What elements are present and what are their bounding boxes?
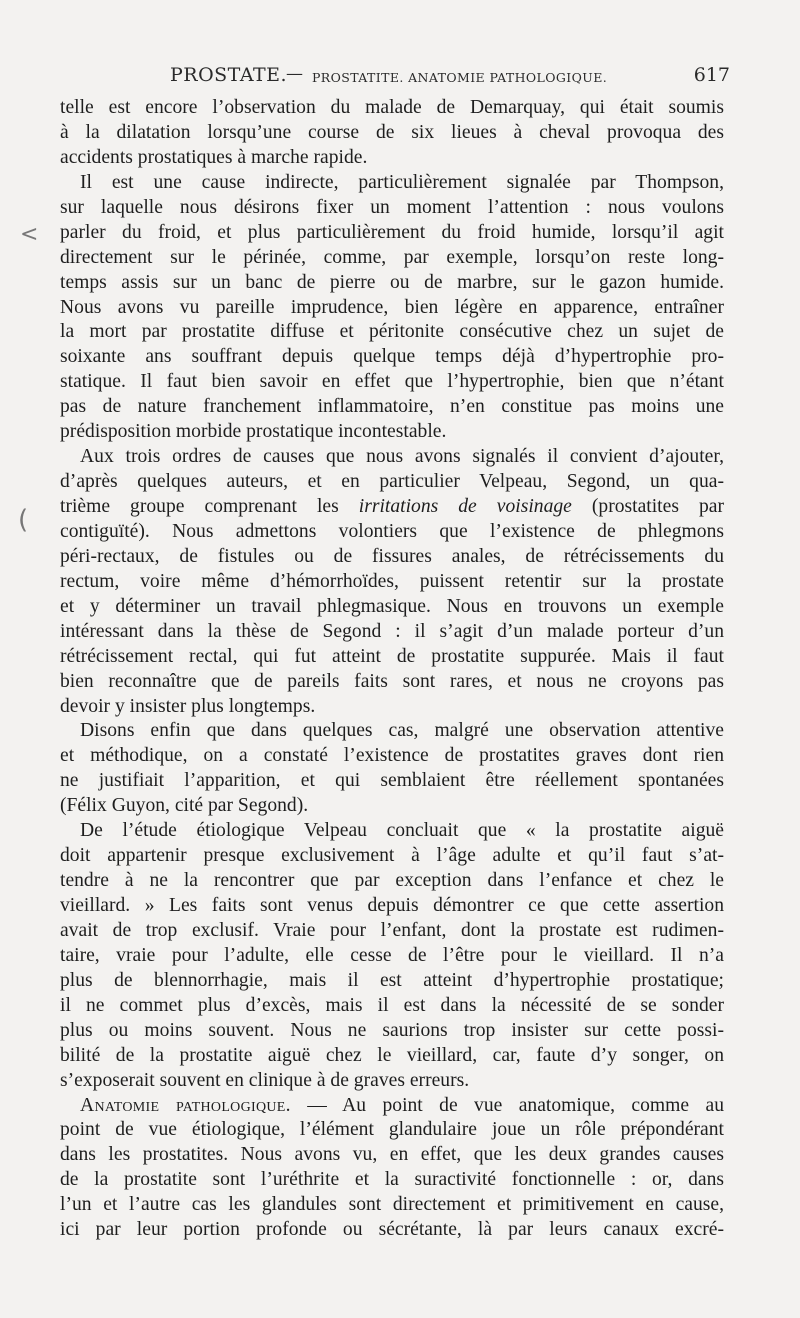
page-number: 617 xyxy=(693,64,730,86)
text-line: Aux trois ordres de causes que nous avons signalés il convient d’ajouter, xyxy=(80,446,724,468)
text-line: Il est une cause indirecte, particulièrement signalée par Thompson, xyxy=(80,171,724,193)
text-line: point de vue étiologique, l’élément glandulaire joue un rôle prépondérant xyxy=(60,1119,724,1141)
text-line: pas de nature franchement inflammatoire, n’en constitue pas moins une xyxy=(60,396,724,418)
text-line: de la prostatite sont l’uréthrite et la suractivité fonctionnelle : or, dans xyxy=(60,1169,724,1191)
text-line: et méthodique, on a constaté l’existence de prostatites graves dont rien xyxy=(60,745,724,767)
margin-pencil-bracket: ( xyxy=(18,505,29,535)
text-line: ici par leur portion profonde ou sécrétante, là par leurs canaux excré- xyxy=(60,1219,724,1241)
text-line: bilité de la prostatite aiguë chez le vieillard, car, faute d’y songer, on xyxy=(60,1044,724,1066)
text-line: tendre à ne la rencontrer que par exception dans l’enfance et chez le xyxy=(60,870,724,892)
text-line: Anatomie pathologique. — Au point de vue anatomique, comme au xyxy=(80,1094,724,1116)
text-line: prédisposition morbide prostatique incontestable. xyxy=(60,421,447,443)
header-dash: — xyxy=(286,64,303,84)
text-line: Nous avons vu pareille imprudence, bien légère en apparence, entraîner xyxy=(60,296,724,318)
text-line: la mort par prostatite diffuse et péritonite consécutive chez un sujet de xyxy=(60,321,724,343)
text-line: vieillard. » Les faits sont venus depuis démontrer ce que cette assertion xyxy=(60,895,724,916)
text-line: l’un et l’autre cas les glandules sont directement et primitivement en cause, xyxy=(60,1194,724,1216)
text-line: et y déterminer un travail phlegmasique. Nous en trouvons un exemple xyxy=(60,595,724,617)
text-line: devoir y insister plus longtemps. xyxy=(60,695,316,717)
text-line: taire, vraie pour l’adulte, elle cesse de l’être pour le vieillard. Il n’a xyxy=(60,944,724,966)
text-line: doit appartenir presque exclusivement à l’âge adulte et qu’il faut s’at- xyxy=(60,845,724,867)
text-line: (Félix Guyon, cité par Segond). xyxy=(60,795,309,817)
text-line: parler du froid, et plus particulièrement du froid humide, lorsqu’il agit xyxy=(60,221,724,243)
text-line: statique. Il faut bien savoir en effet que l’hypertrophie, bien que n’étant xyxy=(60,371,724,393)
text-line: sur laquelle nous désirons fixer un moment l’attention : nous voulons xyxy=(60,196,724,218)
text-line: directement sur le périnée, comme, par exemple, lorsqu’on reste long- xyxy=(60,246,724,268)
text-line: ne justifiait l’apparition, et qui semblaient être réellement spontanées xyxy=(60,770,724,792)
text-line: avait de trop exclusif. Vraie pour l’enfant, dont la prostate est rudimen- xyxy=(60,919,724,941)
header-subtitle: PROSTATITE. ANATOMIE PATHOLOGIQUE. xyxy=(312,70,608,85)
text-line: plus ou moins souvent. Nous ne saurions trop insister sur cette possi- xyxy=(60,1019,724,1041)
text-line: plus de blennorrhagie, mais il est atteint d’hypertrophie prostatique; xyxy=(60,969,724,991)
text-line: d’après quelques auteurs, et en particulier Velpeau, Segond, un qua- xyxy=(60,471,724,493)
text-line: il ne commet plus d’excès, mais il est dans la nécessité de se sonder xyxy=(60,994,724,1016)
text-line: De l’étude étiologique Velpeau concluait que « la prostatite aiguë xyxy=(80,820,724,842)
margin-pencil-mark: < xyxy=(20,222,39,247)
text-line: telle est encore l’observation du malade de Demarquay, qui était soumis xyxy=(60,97,724,118)
text-line: intéressant dans la thèse de Segond : il s’agit d’un malade porteur d’un xyxy=(60,620,724,642)
text-line: Disons enfin que dans quelques cas, malgré une observation attentive xyxy=(80,720,724,742)
text-line: rétrécissement rectal, qui fut atteint de prostatite suppurée. Mais il faut xyxy=(60,645,724,667)
running-header xyxy=(170,62,730,92)
header-title: PROSTATE. xyxy=(170,64,288,86)
text-line: contiguïté). Nous admettons volontiers que l’existence de phlegmons xyxy=(60,520,724,542)
text-line: à la dilatation lorsqu’une course de six lieues à cheval provoqua des xyxy=(60,121,724,143)
text-line: rectum, voire même d’hémorrhoïdes, puissent retentir sur la prostate xyxy=(60,570,724,592)
text-line: dans les prostatites. Nous avons vu, en effet, que les deux grandes causes xyxy=(60,1144,724,1166)
text-line: trième groupe comprenant les irritations de voisinage (prostatites par xyxy=(60,496,724,517)
text-line: soixante ans souffrant depuis quelque temps déjà d’hypertrophie pro- xyxy=(60,346,724,368)
text-line: bien reconnaître que de pareils faits sont rares, et nous ne croyons pas xyxy=(60,670,724,692)
body-text xyxy=(60,96,724,1243)
text-line: s’exposerait souvent en clinique à de graves erreurs. xyxy=(60,1069,470,1091)
text-line: accidents prostatiques à marche rapide. xyxy=(60,146,368,168)
text-line: temps assis sur un banc de pierre ou de marbre, sur le gazon humide. xyxy=(60,271,724,293)
text-line: péri-rectaux, de fistules ou de fissures anales, de rétrécissements du xyxy=(60,545,724,567)
